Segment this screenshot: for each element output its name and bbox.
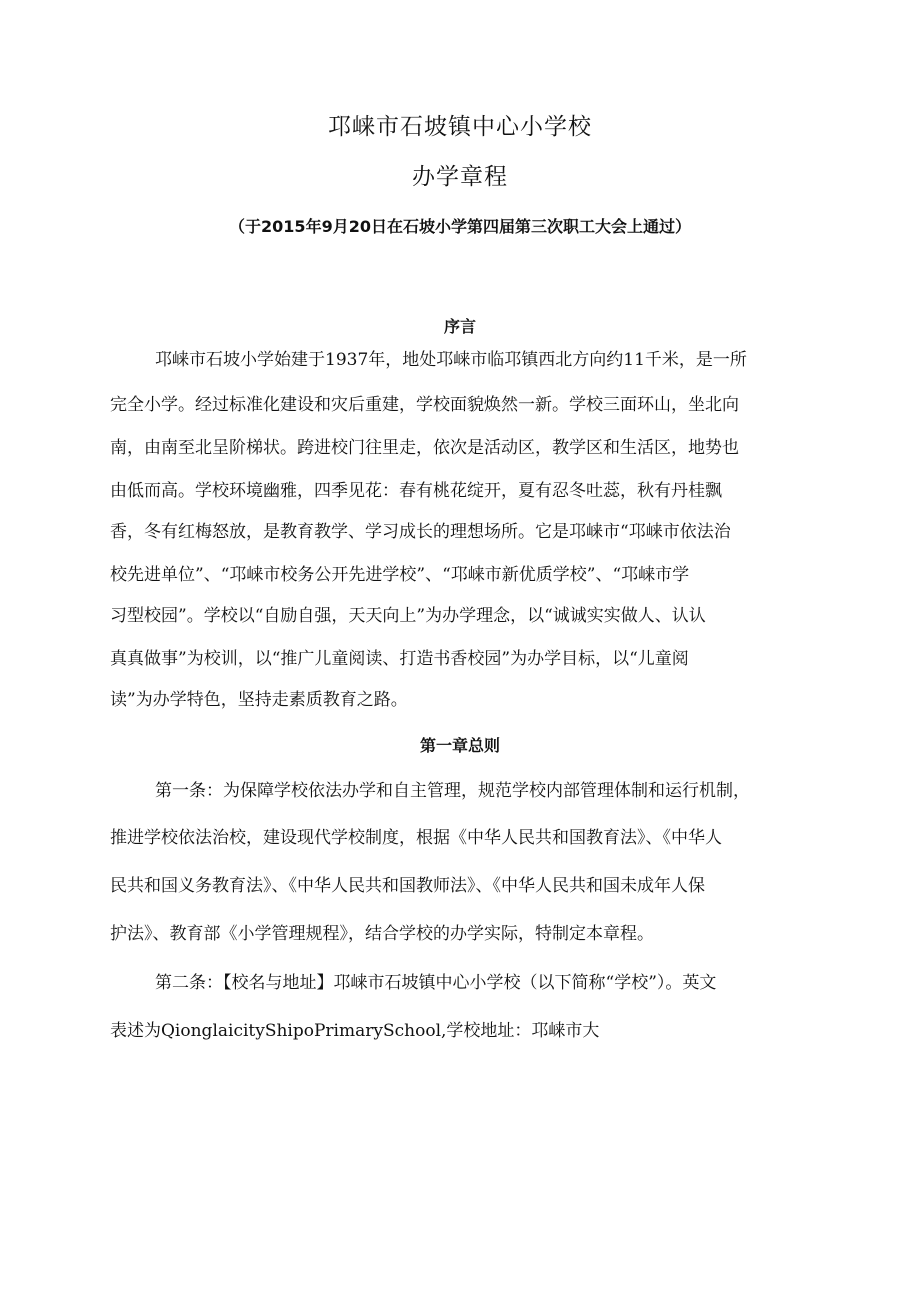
preface-heading: 序言 xyxy=(443,317,476,336)
article-line: 表述为QionglaicityShipoPrimarySchool,学校地址：邛崃市大 xyxy=(110,1021,600,1041)
preface-line: 完全小学。经过标准化建设和灾后重建，学校面貌焕然一新。学校三面环山，坐北向 xyxy=(110,395,739,415)
preface-line: 校先进单位”、“邛崃市校务公开先进学校”、“邛崃市新优质学校”、“邛崃市学 xyxy=(110,565,690,585)
preface-line: 读”为办学特色，坚持走素质教育之路。 xyxy=(110,690,408,710)
preface-line: 香，冬有红梅怒放，是教育教学、学习成长的理想场所。它是邛崃市“邛崃市依法治 xyxy=(110,522,731,542)
preface-line: 习型校园”。学校以“自励自强，天天向上”为办学理念，以“诚诚实实做人、认认 xyxy=(110,606,706,626)
preface-line: 真真做事”为校训，以“推广儿童阅读、打造书香校园”为办学目标，以“儿童阅 xyxy=(110,649,689,669)
preface-line: 由低而高。学校环境幽雅，四季见花：春有桃花绽开，夏有忍冬吐蕊，秋有丹桂飘 xyxy=(110,481,722,501)
document-subtitle-title: 办学章程 xyxy=(412,164,508,190)
adoption-note: （于2015年9月20日在石坡小学第四届第三次职工大会上通过） xyxy=(229,217,691,236)
article-line: 推进学校依法治校，建设现代学校制度，根据《中华人民共和国教育法》、《中华人 xyxy=(110,828,722,848)
article-line: 第一条：为保障学校依法办学和自主管理，规范学校内部管理体制和运行机制， xyxy=(155,781,750,801)
preface-line: 邛崃市石坡小学始建于1937年，地处邛崃市临邛镇西北方向约11千米，是一所 xyxy=(155,350,747,370)
article-line: 民共和国义务教育法》、《中华人民共和国教师法》、《中华人民共和国未成年人保 xyxy=(110,876,705,896)
article-line: 护法》、教育部《小学管理规程》，结合学校的办学实际，特制定本章程。 xyxy=(110,924,654,944)
preface-line: 南，由南至北呈阶梯状。跨进校门往里走，依次是活动区，教学区和生活区，地势也 xyxy=(110,438,739,458)
article-line: 第二条：【校名与地址】邛崃市石坡镇中心小学校（以下简称“学校”）。英文 xyxy=(155,973,717,993)
document-title: 邛崃市石坡镇中心小学校 xyxy=(328,114,592,140)
chapter-heading: 第一章总则 xyxy=(419,736,500,755)
